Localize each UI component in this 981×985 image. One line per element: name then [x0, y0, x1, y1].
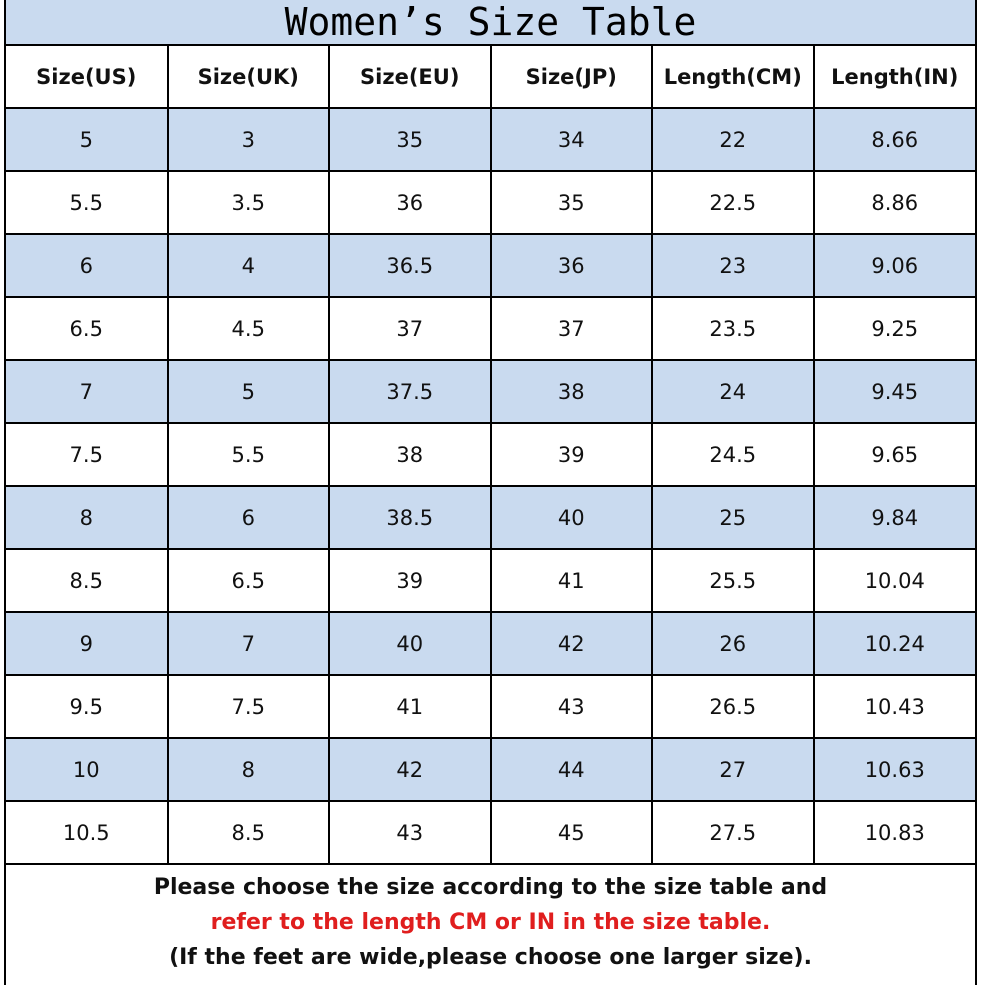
- cell-size-us: 7.5: [6, 423, 168, 486]
- cell-size-eu: 36.5: [329, 234, 491, 297]
- cell-size-us: 9: [6, 612, 168, 675]
- cell-size-jp: 37: [491, 297, 653, 360]
- cell-length-cm: 22: [652, 108, 814, 171]
- table-row: [6, 612, 975, 675]
- cell-size-us: 5: [6, 108, 168, 171]
- cell-size-uk: 7.5: [168, 675, 330, 738]
- cell-length-in: 9.84: [814, 486, 976, 549]
- note-line-3: (If the feet are wide,please choose one larger size).: [169, 945, 812, 970]
- cell-size-eu: 41: [329, 675, 491, 738]
- cell-size-uk: 8: [168, 738, 330, 801]
- header-size-eu: Size(EU): [329, 46, 491, 108]
- cell-length-in: 8.66: [814, 108, 976, 171]
- cell-size-us: 10.5: [6, 801, 168, 864]
- header-size-jp: Size(JP): [491, 46, 653, 108]
- table-header: [6, 46, 975, 108]
- cell-size-jp: 44: [491, 738, 653, 801]
- cell-length-cm: 23: [652, 234, 814, 297]
- cell-length-in: 10.63: [814, 738, 976, 801]
- cell-length-cm: 25.5: [652, 549, 814, 612]
- size-note: [6, 870, 975, 975]
- cell-size-jp: 34: [491, 108, 653, 171]
- cell-size-jp: 45: [491, 801, 653, 864]
- cell-length-cm: 24.5: [652, 423, 814, 486]
- size-table: [6, 46, 975, 865]
- cell-length-in: 8.86: [814, 171, 976, 234]
- cell-size-eu: 35: [329, 108, 491, 171]
- cell-length-in: 9.65: [814, 423, 976, 486]
- cell-size-uk: 4.5: [168, 297, 330, 360]
- note-line-1: Please choose the size according to the size table and: [153, 875, 828, 900]
- cell-size-us: 6: [6, 234, 168, 297]
- cell-size-eu: 36: [329, 171, 491, 234]
- cell-size-uk: 3.5: [168, 171, 330, 234]
- header-size-uk: Size(UK): [168, 46, 330, 108]
- cell-size-us: 8: [6, 486, 168, 549]
- title-bar: [6, 0, 975, 46]
- cell-size-eu: 42: [329, 738, 491, 801]
- cell-length-in: 9.25: [814, 297, 976, 360]
- cell-size-jp: 40: [491, 486, 653, 549]
- cell-length-cm: 24: [652, 360, 814, 423]
- cell-size-uk: 6.5: [168, 549, 330, 612]
- table-row: [6, 297, 975, 360]
- header-size-us: Size(US): [6, 46, 168, 108]
- cell-length-in: 9.45: [814, 360, 976, 423]
- cell-size-eu: 43: [329, 801, 491, 864]
- cell-size-jp: 35: [491, 171, 653, 234]
- cell-size-us: 9.5: [6, 675, 168, 738]
- cell-size-us: 6.5: [6, 297, 168, 360]
- cell-length-cm: 23.5: [652, 297, 814, 360]
- cell-length-cm: 27: [652, 738, 814, 801]
- cell-length-in: 10.24: [814, 612, 976, 675]
- cell-size-us: 7: [6, 360, 168, 423]
- cell-size-jp: 36: [491, 234, 653, 297]
- table-title: Women’s Size Table: [284, 0, 697, 44]
- header-row: [6, 46, 975, 108]
- table-row: [6, 738, 975, 801]
- cell-size-jp: 41: [491, 549, 653, 612]
- cell-length-cm: 27.5: [652, 801, 814, 864]
- cell-size-eu: 40: [329, 612, 491, 675]
- cell-length-cm: 26.5: [652, 675, 814, 738]
- header-length-in: Length(IN): [814, 46, 976, 108]
- cell-size-uk: 5: [168, 360, 330, 423]
- cell-size-uk: 3: [168, 108, 330, 171]
- cell-size-us: 5.5: [6, 171, 168, 234]
- table-row: [6, 549, 975, 612]
- cell-size-jp: 42: [491, 612, 653, 675]
- note-line-2: refer to the length CM or IN in the size table.: [210, 910, 771, 935]
- table-row: [6, 108, 975, 171]
- table-row: [6, 486, 975, 549]
- cell-size-eu: 37: [329, 297, 491, 360]
- table-row: [6, 423, 975, 486]
- cell-length-cm: 26: [652, 612, 814, 675]
- cell-length-cm: 25: [652, 486, 814, 549]
- cell-size-uk: 8.5: [168, 801, 330, 864]
- cell-size-eu: 39: [329, 549, 491, 612]
- cell-length-in: 10.04: [814, 549, 976, 612]
- cell-size-uk: 5.5: [168, 423, 330, 486]
- table-row: [6, 801, 975, 864]
- table-row: [6, 234, 975, 297]
- table-row: [6, 675, 975, 738]
- table-row: [6, 360, 975, 423]
- cell-size-jp: 43: [491, 675, 653, 738]
- cell-size-eu: 38: [329, 423, 491, 486]
- cell-size-uk: 7: [168, 612, 330, 675]
- cell-length-cm: 22.5: [652, 171, 814, 234]
- size-chart-sheet: [4, 0, 977, 985]
- cell-size-eu: 37.5: [329, 360, 491, 423]
- cell-size-uk: 4: [168, 234, 330, 297]
- cell-size-us: 10: [6, 738, 168, 801]
- cell-length-in: 9.06: [814, 234, 976, 297]
- cell-size-eu: 38.5: [329, 486, 491, 549]
- cell-length-in: 10.83: [814, 801, 976, 864]
- header-length-cm: Length(CM): [652, 46, 814, 108]
- table-row: [6, 171, 975, 234]
- cell-size-jp: 38: [491, 360, 653, 423]
- cell-size-us: 8.5: [6, 549, 168, 612]
- cell-size-uk: 6: [168, 486, 330, 549]
- table-body: [6, 108, 975, 864]
- cell-length-in: 10.43: [814, 675, 976, 738]
- cell-size-jp: 39: [491, 423, 653, 486]
